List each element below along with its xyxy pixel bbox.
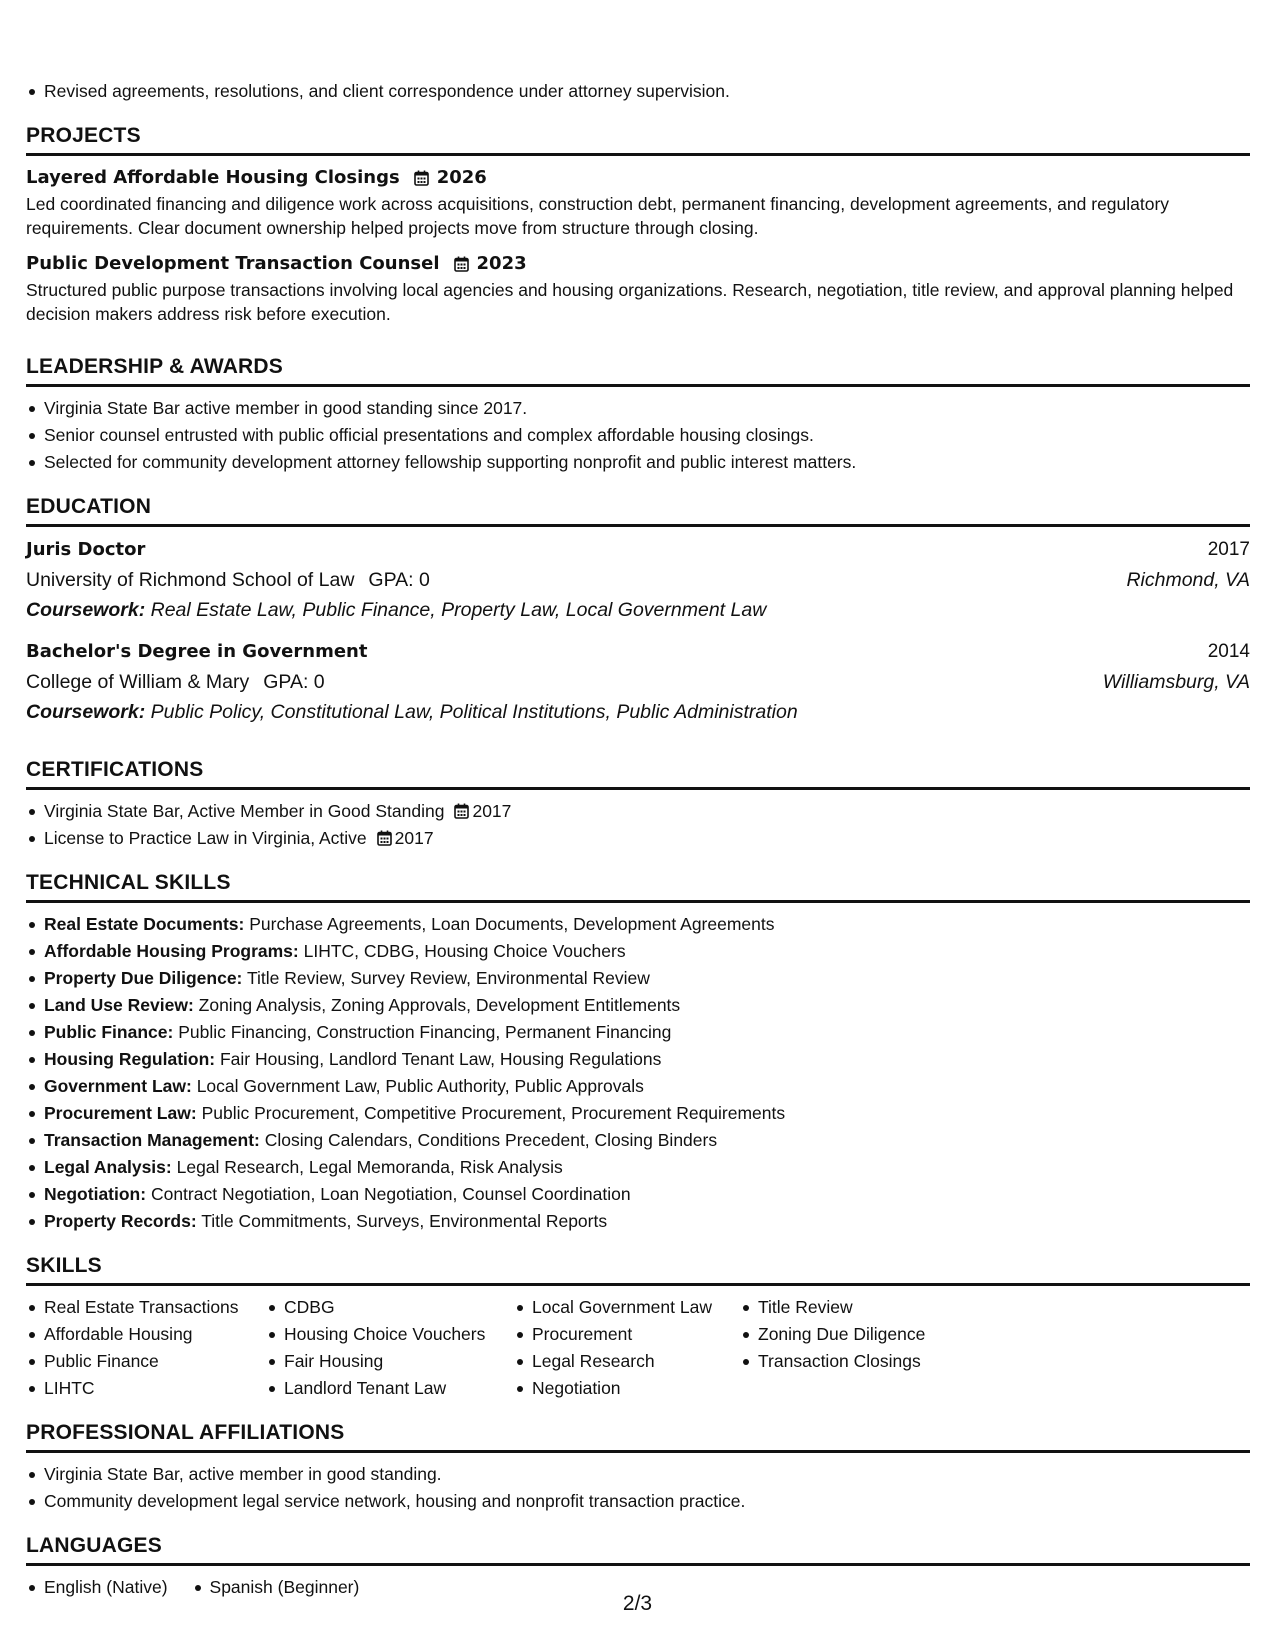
section-title-technical-skills: TECHNICAL SKILLS: [26, 852, 1250, 903]
skill-item: CDBG: [266, 1294, 514, 1321]
skills-column: [266, 1294, 514, 1402]
technical-skill-value: Fair Housing, Landlord Tenant Law, Housing Regulations: [219, 1049, 662, 1069]
technical-skill-item: [26, 1100, 1250, 1127]
skill-item: Real Estate Transactions: [26, 1294, 266, 1321]
skills-column: [26, 1294, 266, 1402]
technical-skill-value: LIHTC, CDBG, Housing Choice Vouchers: [303, 941, 626, 961]
languages-section: [26, 1515, 1250, 1601]
project-item: [26, 250, 1250, 326]
skill-item: Local Government Law: [514, 1294, 740, 1321]
gpa: GPA: 0: [263, 671, 325, 693]
technical-skill-value: Public Procurement, Competitive Procurement, Procurement Requirements: [201, 1103, 786, 1123]
affiliation-item: Virginia State Bar, active member in good standing.: [26, 1461, 1250, 1488]
skill-item: Transaction Closings: [740, 1348, 980, 1375]
leadership-item: Virginia State Bar active member in good standing since 2017.: [26, 395, 1250, 422]
technical-skill-label: Real Estate Documents:: [44, 914, 245, 934]
project-description: Structured public purpose transactions involving local agencies and housing organizations. Research, negotiation, title review, and approval planning helped decision makers address risk before execution.: [26, 280, 1234, 324]
language-item: Spanish (Beginner): [192, 1574, 360, 1601]
technical-skill-value: Public Financing, Construction Financing, Permanent Financing: [178, 1022, 672, 1042]
certification-year: 2017: [472, 801, 512, 821]
technical-skill-value: Legal Research, Legal Memoranda, Risk Analysis: [176, 1157, 563, 1177]
skill-item: Public Finance: [26, 1348, 266, 1375]
project-item: [26, 164, 1250, 240]
skill-item: Legal Research: [514, 1348, 740, 1375]
section-title-certifications: CERTIFICATIONS: [26, 739, 1250, 790]
certification-item: [26, 798, 1250, 825]
school-location: Richmond, VA: [1126, 569, 1250, 591]
technical-skill-label: Procurement Law:: [44, 1103, 197, 1123]
skill-item: Fair Housing: [266, 1348, 514, 1375]
technical-skill-value: Local Government Law, Public Authority, Public Approvals: [196, 1076, 644, 1096]
coursework: Public Policy, Constitutional Law, Political Institutions, Public Administration: [150, 701, 798, 723]
technical-skill-value: Contract Negotiation, Loan Negotiation, Counsel Coordination: [150, 1184, 631, 1204]
technical-skill-item: [26, 1019, 1250, 1046]
coursework: Real Estate Law, Public Finance, Property Law, Local Government Law: [150, 599, 767, 621]
technical-skill-label: Land Use Review:: [44, 995, 194, 1015]
skill-item: Zoning Due Diligence: [740, 1321, 980, 1348]
section-title-languages: LANGUAGES: [26, 1515, 1250, 1566]
skill-item: Procurement: [514, 1321, 740, 1348]
skill-item: Title Review: [740, 1294, 980, 1321]
project-name: Public Development Transaction Counsel: [26, 253, 440, 274]
resume-page: [26, 78, 1250, 1601]
skills-section: [26, 1235, 1250, 1402]
section-title-affiliations: PROFESSIONAL AFFILIATIONS: [26, 1402, 1250, 1453]
technical-skill-item: [26, 1046, 1250, 1073]
skill-item: Negotiation: [514, 1375, 740, 1402]
coursework-label: Coursework:: [26, 701, 146, 723]
calendar-icon: [454, 256, 469, 272]
technical-skill-item: [26, 911, 1250, 938]
leadership-item: Senior counsel entrusted with public official presentations and complex affordable housing closings.: [26, 422, 1250, 449]
technical-skill-label: Negotiation:: [44, 1184, 147, 1204]
graduation-year: 2014: [1207, 641, 1250, 662]
certification-name: Virginia State Bar, Active Member in Good Standing: [44, 801, 445, 821]
language-item: English (Native): [26, 1574, 168, 1601]
experience-bullets: [26, 78, 1250, 105]
project-description: Led coordinated financing and diligence work across acquisitions, construction debt, permanent financing, development agreements, and regulatory requirements. Clear document ownership helped projects move from structure through closing.: [26, 194, 1170, 238]
technical-skill-label: Property Due Diligence:: [44, 968, 243, 988]
skills-column: [740, 1294, 980, 1402]
education-section: [26, 476, 1250, 727]
technical-skill-label: Government Law:: [44, 1076, 192, 1096]
leadership-item: Selected for community development attorney fellowship supporting nonprofit and public interest matters.: [26, 449, 1250, 476]
section-title-projects: PROJECTS: [26, 105, 1250, 156]
technical-skills-section: [26, 852, 1250, 1235]
affiliations-section: [26, 1402, 1250, 1515]
technical-skill-item: [26, 938, 1250, 965]
technical-skill-value: Title Review, Survey Review, Environmental Review: [246, 968, 650, 988]
technical-skill-label: Public Finance:: [44, 1022, 174, 1042]
school-name: University of Richmond School of Law: [26, 569, 355, 591]
degree: Juris Doctor: [26, 539, 146, 560]
school-location: Williamsburg, VA: [1102, 671, 1250, 693]
technical-skill-label: Property Records:: [44, 1211, 197, 1231]
coursework-label: Coursework:: [26, 599, 146, 621]
project-year: 2023: [476, 253, 527, 274]
leadership-section: [26, 336, 1250, 476]
calendar-icon: [377, 830, 392, 846]
technical-skill-value: Closing Calendars, Conditions Precedent, Closing Binders: [264, 1130, 718, 1150]
technical-skill-value: Zoning Analysis, Zoning Approvals, Development Entitlements: [198, 995, 681, 1015]
certification-item: [26, 825, 1250, 852]
skills-column: [514, 1294, 740, 1402]
graduation-year: 2017: [1207, 539, 1250, 560]
skill-item: Housing Choice Vouchers: [266, 1321, 514, 1348]
affiliation-item: Community development legal service network, housing and nonprofit transaction practice.: [26, 1488, 1250, 1515]
skill-item: Affordable Housing: [26, 1321, 266, 1348]
page-number: 2/3: [622, 1592, 653, 1615]
school-name: College of William & Mary: [26, 671, 250, 693]
skills-grid: [26, 1286, 1250, 1402]
technical-skill-value: Title Commitments, Surveys, Environmental Reports: [201, 1211, 608, 1231]
technical-skill-item: [26, 965, 1250, 992]
calendar-icon: [414, 170, 429, 186]
project-name: Layered Affordable Housing Closings: [26, 167, 400, 188]
technical-skills-list: [26, 903, 1250, 1235]
technical-skill-label: Affordable Housing Programs:: [44, 941, 299, 961]
technical-skill-item: [26, 1181, 1250, 1208]
technical-skill-item: [26, 1208, 1250, 1235]
section-title-leadership: LEADERSHIP & AWARDS: [26, 336, 1250, 387]
skill-item: Landlord Tenant Law: [266, 1375, 514, 1402]
education-item: [26, 535, 1250, 625]
section-title-skills: SKILLS: [26, 1235, 1250, 1286]
project-year: 2026: [436, 167, 487, 188]
technical-skill-item: [26, 992, 1250, 1019]
technical-skill-label: Transaction Management:: [44, 1130, 260, 1150]
technical-skill-label: Housing Regulation:: [44, 1049, 216, 1069]
certification-year: 2017: [394, 828, 434, 848]
technical-skill-label: Legal Analysis:: [44, 1157, 172, 1177]
technical-skill-value: Purchase Agreements, Loan Documents, Development Agreements: [249, 914, 775, 934]
skill-item: LIHTC: [26, 1375, 266, 1402]
projects-section: [26, 105, 1250, 326]
education-item: [26, 637, 1250, 727]
technical-skill-item: [26, 1154, 1250, 1181]
technical-skill-item: [26, 1127, 1250, 1154]
degree: Bachelor's Degree in Government: [26, 641, 368, 662]
certifications-section: [26, 739, 1250, 852]
gpa: GPA: 0: [368, 569, 430, 591]
technical-skill-item: [26, 1073, 1250, 1100]
certification-name: License to Practice Law in Virginia, Active: [44, 828, 367, 848]
section-title-education: EDUCATION: [26, 476, 1250, 527]
experience-bullet: Revised agreements, resolutions, and client correspondence under attorney supervision.: [26, 78, 1250, 105]
calendar-icon: [454, 803, 469, 819]
